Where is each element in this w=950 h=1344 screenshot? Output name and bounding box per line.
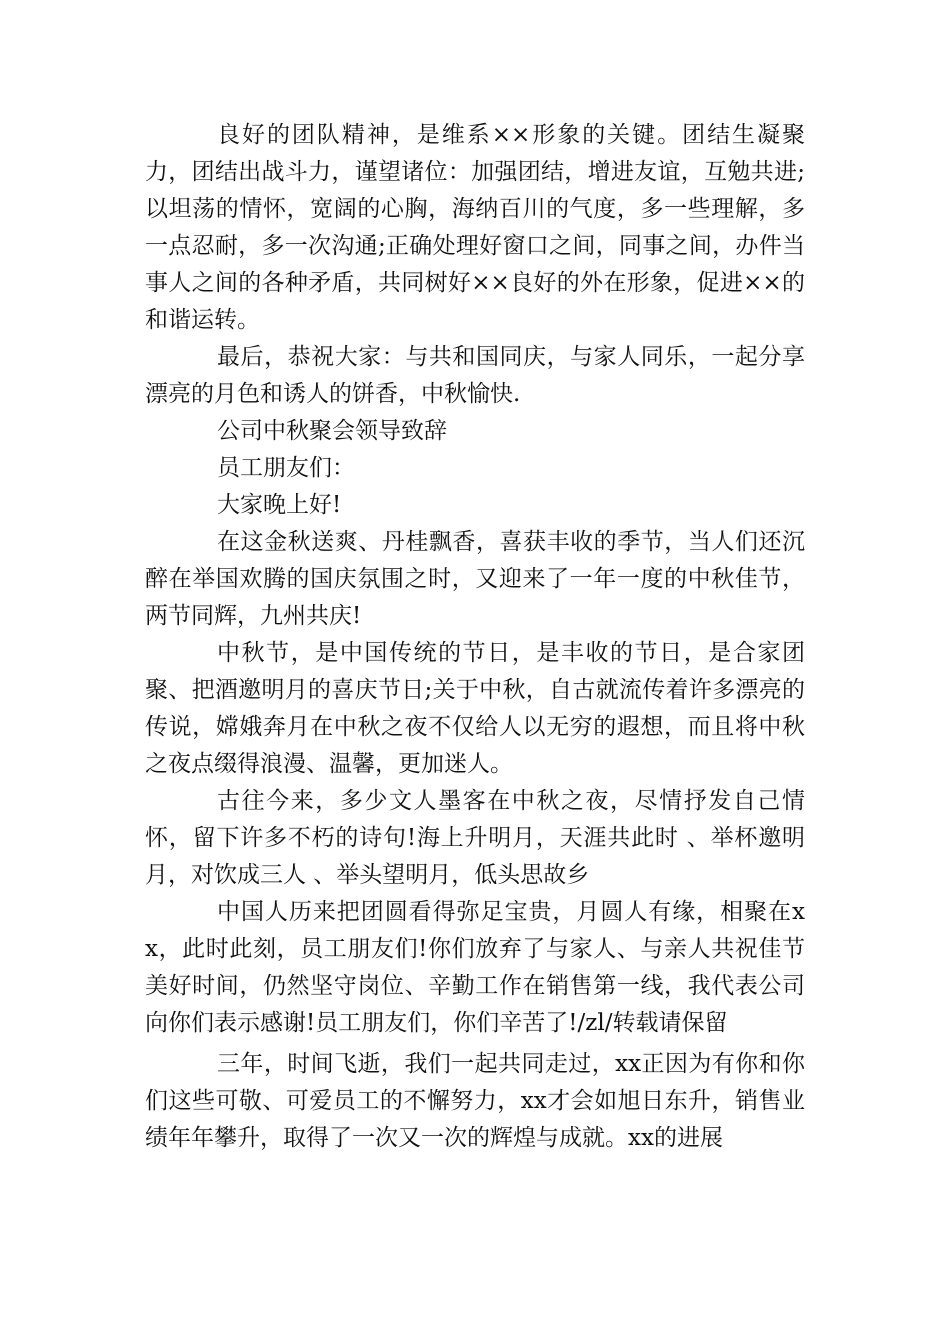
paragraph-poets: 古往今来，多少文人墨客在中秋之夜，尽情抒发自己情怀，留下许多不朽的诗句!海上升明月，天涯共此时 、举杯邀明月，对饮成三人 、举头望明月，低头思故乡 [145, 788, 805, 888]
paragraph-closing-wishes: 最后，恭祝大家：与共和国同庆，与家人同乐，一起分享漂亮的月色和诱人的饼香，中秋愉快. [145, 344, 805, 407]
paragraph-reunion: 中国人历来把团圆看得弥足宝贵，月圆人有缘，相聚在xx，此时此刻，员工朋友们!你们放弃了与家人、与亲人共祝佳节美好时间，仍然坚守岗位、辛勤工作在销售第一线，我代表公司向你们表示感谢!员工朋友们，你们辛苦了!/zl/转载请保留 [145, 899, 805, 1036]
speech-salutation: 员工朋友们： [217, 455, 355, 481]
paragraph-team-spirit: 良好的团队精神，是维系××形象的关键。团结生凝聚力，团结出战斗力，谨望诸位：加强团结，增进友谊，互勉共进;以坦荡的情怀，宽阔的心胸，海纳百川的气度，多一些理解，多一点忍耐，多一次沟通;正确处理好窗口之间，同事之间，办件当事人之间的各种矛盾，共同树好××良好的外在形象，促进××的和谐运转。 [145, 122, 805, 333]
paragraph-three-years: 三年，时间飞逝，我们一起共同走过，xx正因为有你和你们这些可敬、可爱员工的不懈努力，xx才会如旭日东升，销售业绩年年攀升，取得了一次又一次的辉煌与成就。xx的进展 [145, 1051, 805, 1151]
speech-greeting: 大家晚上好! [217, 492, 342, 518]
paragraph-golden-autumn: 在这金秋送爽、丹桂飘香，喜获丰收的季节，当人们还沉醉在举国欢腾的国庆氛围之时，又迎来了一年一度的中秋佳节，两节同辉，九州共庆! [145, 529, 805, 629]
paragraph-mid-autumn-festival: 中秋节，是中国传统的节日，是丰收的节日，是合家团聚、把酒邀明月的喜庆节日;关于中秋，自古就流传着许多漂亮的传说，嫦娥奔月在中秋之夜不仅给人以无穷的遐想，而且将中秋之夜点缀得浪漫、温馨，更加迷人。 [145, 640, 805, 777]
speech-title: 公司中秋聚会领导致辞 [217, 418, 447, 444]
document-body [145, 117, 805, 1157]
